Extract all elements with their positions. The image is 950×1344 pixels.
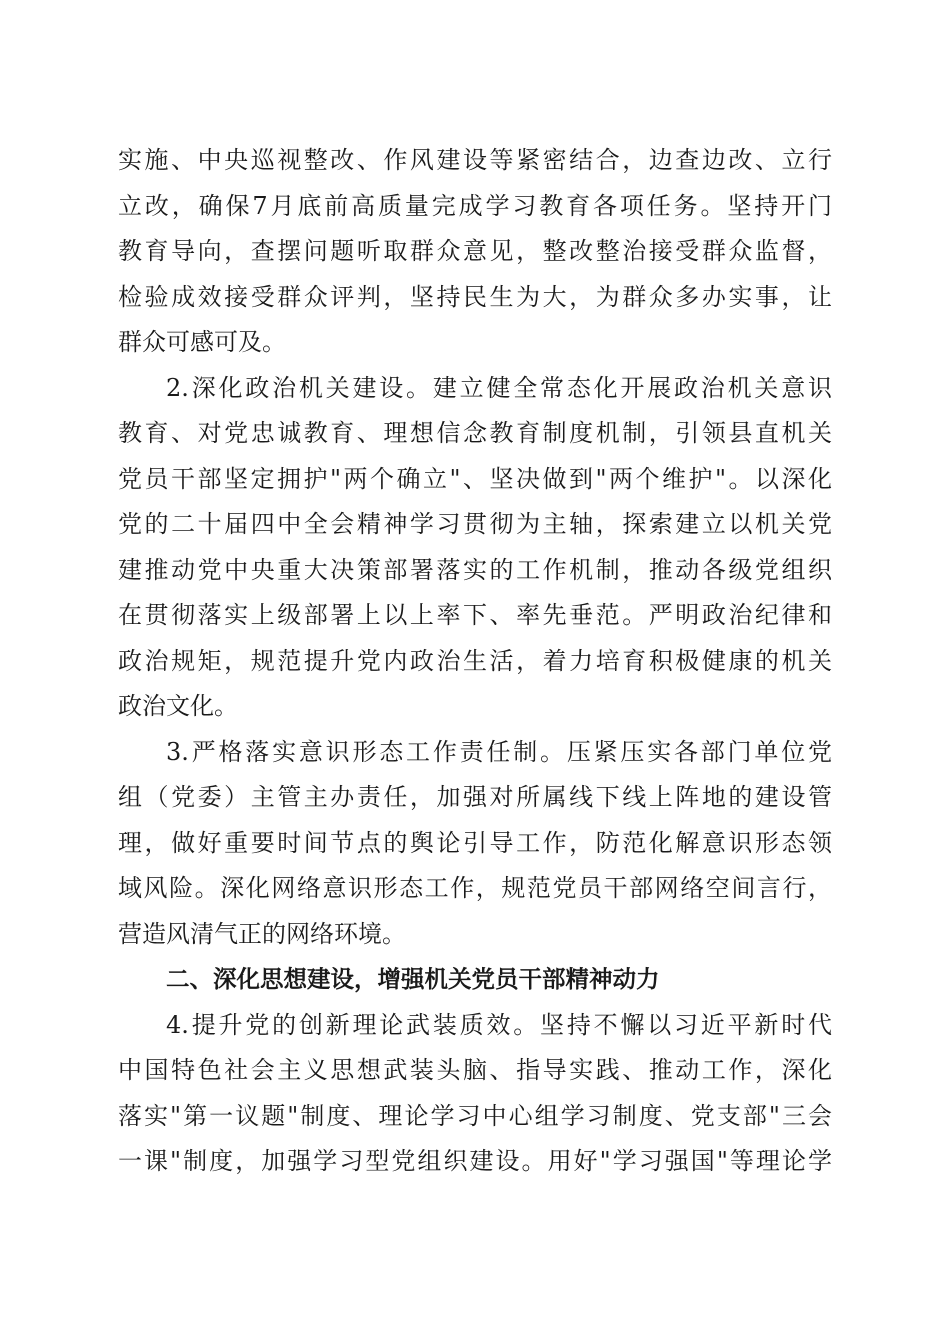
section-heading: 二、深化思想建设，增强机关党员干部精神动力 bbox=[166, 965, 660, 993]
paragraph-start-line: 3.严格落实意识形态工作责任制。压紧压实各部门单位党 bbox=[166, 737, 832, 766]
document-body bbox=[118, 138, 832, 1185]
text-line: 在贯彻落实上级部署上以上率下、率先垂范。严明政治纪律和 bbox=[118, 601, 832, 629]
text-line: 党的二十届四中全会精神学习贯彻为主轴，探索建立以机关党 bbox=[118, 510, 832, 538]
text-line: 党员干部坚定拥护"两个确立"、坚决做到"两个维护"。以深化 bbox=[118, 464, 832, 493]
text-line: 建推动党中央重大决策部署落实的工作机制，推动各级党组织 bbox=[118, 555, 832, 584]
text-line: 理，做好重要时间节点的舆论引导工作，防范化解意识形态领 bbox=[118, 828, 832, 857]
text-line: 中国特色社会主义思想武装头脑、指导实践、推动工作，深化 bbox=[118, 1056, 832, 1084]
text-line: 教育、对党忠诚教育、理想信念教育制度机制，引领县直机关 bbox=[118, 419, 832, 447]
text-line: 实施、中央巡视整改、作风建设等紧密结合，边查边改、立行 bbox=[118, 146, 832, 174]
text-line: 组（党委）主管主办责任，加强对所属线下线上阵地的建设管 bbox=[118, 783, 832, 811]
text-line: 政治文化。 bbox=[118, 692, 238, 720]
text-line: 一课"制度，加强学习型党组织建设。用好"学习强国"等理论学 bbox=[118, 1147, 832, 1175]
text-line: 群众可感可及。 bbox=[118, 328, 286, 356]
paragraph-start-line: 2.深化政治机关建设。建立健全常态化开展政治机关意识 bbox=[166, 373, 832, 402]
text-line: 立改，确保7月底前高质量完成学习教育各项任务。坚持开门 bbox=[118, 191, 832, 220]
text-line: 营造风清气正的网络环境。 bbox=[118, 919, 406, 948]
text-line: 检验成效接受群众评判，坚持民生为大，为群众多办实事，让 bbox=[118, 282, 832, 311]
paragraph-start-line: 4.提升党的创新理论武装质效。坚持不懈以习近平新时代 bbox=[166, 1010, 832, 1039]
text-line: 落实"第一议题"制度、理论学习中心组学习制度、党支部"三会 bbox=[118, 1101, 832, 1130]
text-line: 教育导向，查摆问题听取群众意见，整改整治接受群众监督， bbox=[118, 237, 832, 265]
text-line: 政治规矩，规范提升党内政治生活，着力培育积极健康的机关 bbox=[118, 646, 832, 675]
text-line: 域风险。深化网络意识形态工作，规范党员干部网络空间言行， bbox=[118, 874, 832, 902]
